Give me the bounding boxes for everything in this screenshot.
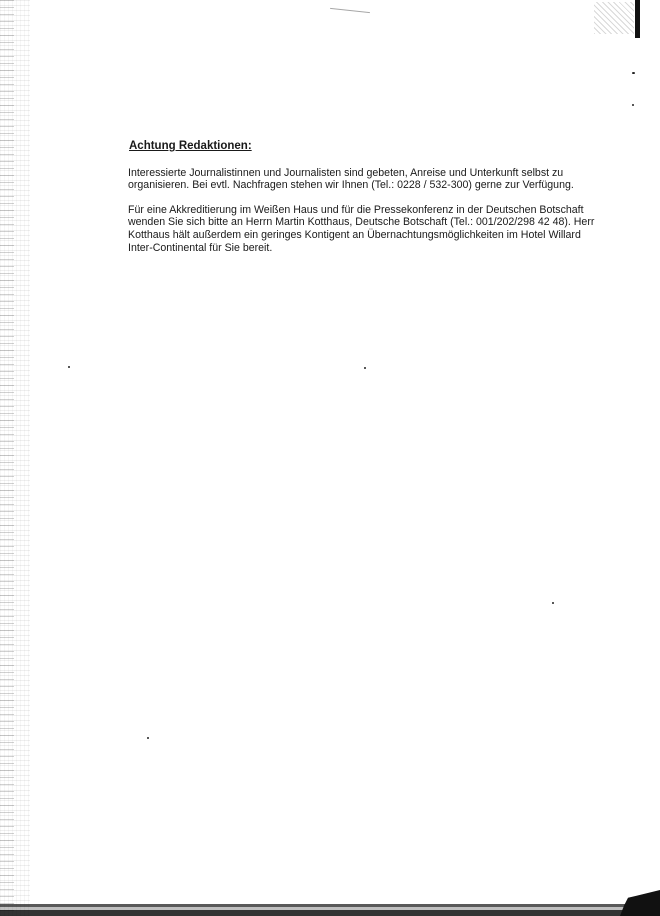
scan-edge-left-inner [0,0,14,916]
paragraph-accreditation-info: Für eine Akkreditierung im Weißen Haus und für die Pressekonferenz in der Deutschen Botschaft wenden Sie sich bitte an Herrn Martin Kotthaus, Deutsche Botschaft (Tel.: 001/202/298 42 48). Herr Kotthaus hält außerdem ein geringes Kontigent an Übernachtungsmöglichkeiten im Hotel Willard Inter-Continental für Sie bereit. [128,203,595,254]
scan-speck [147,737,149,739]
scan-noise-top-right [594,2,634,34]
document-heading: Achtung Redaktionen: [129,140,252,152]
paragraph-travel-info: Interessierte Journalistinnen und Journalisten sind gebeten, Anreise und Unterkunft selbst zu organisieren. Bei evtl. Nachfragen stehen wir Ihnen (Tel.: 0228 / 532-300) gerne zur Verfügung. [128,166,574,192]
scan-speck [632,72,635,74]
scan-edge-bottom [0,898,660,916]
scan-speck [552,602,554,604]
document-body [128,140,598,266]
scan-scratch [330,8,370,13]
scan-bar-top-right [635,0,640,38]
scan-blot-bottom-right [620,890,660,916]
scan-speck [632,104,634,106]
scan-speck [68,366,70,368]
scan-speck [364,367,366,369]
